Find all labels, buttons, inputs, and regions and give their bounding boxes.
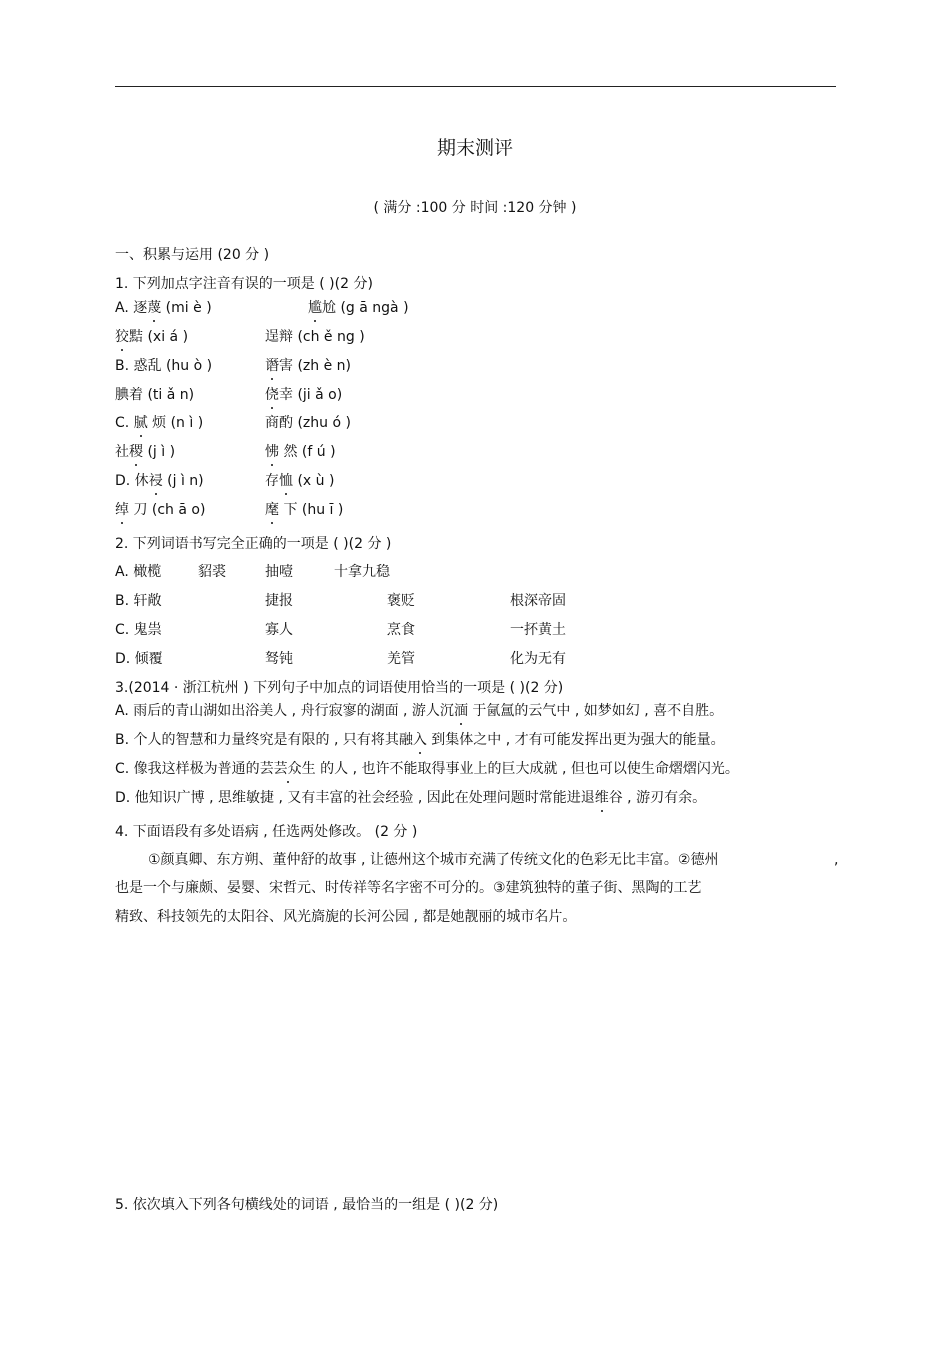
- dotted-word: 退维谷: [580, 790, 623, 806]
- q3-option-a: [115, 702, 723, 720]
- text: 酌 (zhu ó ): [279, 415, 351, 431]
- dotted-char: 怫: [265, 444, 279, 460]
- q2-option-word: 抽噎: [265, 564, 293, 580]
- q2-option-word: 寡人: [265, 622, 293, 638]
- dotted-char: 腻: [133, 415, 148, 431]
- q2-option-word: 褒贬: [387, 593, 415, 609]
- text: 腆: [115, 387, 129, 403]
- q2-option-word: 根深帝固: [510, 593, 566, 609]
- q1-option-cell: [115, 472, 204, 490]
- dotted-word: 湎: [453, 703, 468, 719]
- dotted-char: 狡: [115, 329, 129, 345]
- q3-option-c: [115, 760, 739, 778]
- dotted-word: 芸芸众生: [259, 761, 316, 777]
- q1-option-cell: [115, 414, 203, 432]
- q2-stem: 2. 下列词语书写完全正确的一项是 ( )(2 分 ): [115, 536, 392, 552]
- exam-info: ( 满分 :100 分 时间 :120 分钟 ): [373, 200, 577, 216]
- q4-paragraph-line: 也是一个与廉颇、晏婴、宋哲元、时传祥等名字密不可分的。③建筑独特的董子街、黑陶的工艺: [115, 880, 702, 896]
- text: 黠 (xi á ): [129, 329, 189, 345]
- q2-option-word: C. 鬼祟: [115, 622, 162, 638]
- q4-paragraph-line: 精致、科技领先的太阳谷、风光旖旎的长河公园 , 都是她靓丽的城市名片。: [115, 909, 577, 925]
- text: D. 休: [115, 473, 149, 489]
- q2-option-word: 烹食: [387, 622, 415, 638]
- text: C.: [115, 415, 134, 431]
- section-heading: 一、积累与运用 (20 分 ): [115, 247, 270, 263]
- header-rule: [115, 86, 836, 87]
- text: 存: [265, 473, 279, 489]
- dotted-word: 入: [412, 732, 427, 748]
- text: 幸 (ji ǎ o): [279, 387, 343, 403]
- text: A. 逐: [115, 300, 148, 316]
- q1-option-cell: [265, 357, 351, 375]
- q1-option-cell: [115, 501, 205, 519]
- q1-option-cell: [308, 299, 409, 317]
- page-title: 期末测评: [436, 137, 513, 159]
- q1-option-cell: [115, 443, 175, 461]
- text: 于氤氲的云气中 , 如梦如幻 , 喜不自胜。: [467, 703, 724, 719]
- q1-option-cell: [265, 386, 342, 404]
- q1-option-cell: [115, 386, 194, 404]
- text: 着 (ti ǎ n): [129, 387, 195, 403]
- text: A. 雨后的青山湖如出浴美人 , 舟行寂寥的湖面 , 游人沉: [115, 703, 454, 719]
- text: 下 (hu ī ): [279, 502, 344, 518]
- dotted-char: 尴: [308, 300, 322, 316]
- text: (x ù ): [293, 473, 335, 489]
- q2-option-word: D. 倾覆: [115, 651, 163, 667]
- q1-option-cell: [265, 443, 336, 461]
- text: (j ì n): [162, 473, 204, 489]
- q3-stem: 3.(2014 · 浙江杭州 ) 下列句子中加点的词语使用恰当的一项是 ( )(2 分): [115, 680, 564, 696]
- q2-option-word: A. 橄榄: [115, 564, 162, 580]
- q1-option-cell: [265, 472, 334, 490]
- text: (mi è ): [161, 300, 212, 316]
- q2-option-word: B. 轩敞: [115, 593, 162, 609]
- text: 烦 (n ì ): [147, 415, 204, 431]
- dotted-char: 稷: [129, 444, 143, 460]
- dotted-char: 谮: [265, 358, 279, 374]
- text: 刀 (ch ā o): [129, 502, 206, 518]
- text: 辩 (ch ě ng ): [279, 329, 365, 345]
- text: (j ì ): [143, 444, 176, 460]
- q2-option-word: 驽钝: [265, 651, 293, 667]
- q1-option-cell: [115, 299, 212, 317]
- text: 逞: [265, 329, 279, 345]
- q4-paragraph-comma: ,: [834, 852, 839, 868]
- text: 乱 (hu ò ): [147, 358, 213, 374]
- q1-option-cell: [115, 328, 188, 346]
- q1-option-cell: [265, 501, 343, 519]
- q3-option-d: [115, 789, 706, 807]
- text: B. 惑: [115, 358, 148, 374]
- text: 商: [265, 415, 279, 431]
- q1-option-cell: [265, 328, 365, 346]
- text: 社: [115, 444, 129, 460]
- q2-option-word: 貂裘: [198, 564, 226, 580]
- dotted-char: 恤: [279, 473, 293, 489]
- q2-option-word: 化为无有: [510, 651, 566, 667]
- text: 尬 (g ā ngà ): [322, 300, 409, 316]
- q3-option-b: [115, 731, 725, 749]
- text: 的人 , 也许不能取得事业上的巨大成就 , 但也可以使生命熠熠闪光。: [315, 761, 739, 777]
- q4-stem: 4. 下面语段有多处语病 , 任选两处修改。 (2 分 ): [115, 824, 418, 840]
- dotted-char: 绰: [115, 502, 129, 518]
- q2-option-word: 羌管: [387, 651, 415, 667]
- dotted-char: 麾: [265, 502, 279, 518]
- q4-paragraph-line: ①颜真卿、东方朔、董仲舒的故事 , 让德州这个城市充满了传统文化的色彩无比丰富。②德州: [148, 852, 719, 868]
- text: 害 (zh è n): [279, 358, 351, 374]
- text: C. 像我这样极为普通的: [115, 761, 260, 777]
- text: 到集体之中 , 才有可能发挥出更为强大的能量。: [426, 732, 725, 748]
- q2-option-word: 一抔黄土: [510, 622, 566, 638]
- text: B. 个人的智慧和力量终究是有限的 , 只有将其融: [115, 732, 413, 748]
- q2-option-word: 十拿九稳: [334, 564, 390, 580]
- text: , 游刃有余。: [622, 790, 707, 806]
- dotted-char: 祲: [148, 473, 163, 489]
- q1-stem: 1. 下列加点字注音有误的一项是 ( )(2 分): [115, 276, 373, 292]
- q1-option-cell: [115, 357, 212, 375]
- q5-stem: 5. 依次填入下列各句横线处的词语 , 最恰当的一组是 ( )(2 分): [115, 1197, 499, 1213]
- dotted-char: 侥: [265, 387, 279, 403]
- text: D. 他知识广博 , 思维敏捷 , 又有丰富的社会经验 , 因此在处理问题时常能进: [115, 790, 581, 806]
- q2-option-word: 捷报: [265, 593, 293, 609]
- dotted-char: 蔑: [147, 300, 162, 316]
- q1-option-cell: [265, 414, 351, 432]
- text: 然 (f ú ): [279, 444, 336, 460]
